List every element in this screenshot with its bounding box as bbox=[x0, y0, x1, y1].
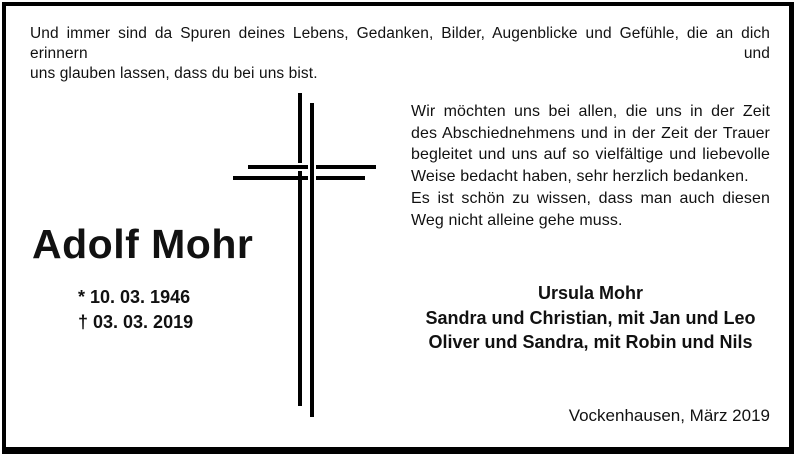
cross-vertical-back-bar bbox=[298, 93, 302, 406]
thank-you-line-4: Weise bedacht haben, sehr herzlich bedanken. bbox=[411, 168, 749, 186]
thank-you-line-3: begleitet und uns auf so vielfältige und liebevolle bbox=[411, 146, 770, 164]
opening-verse-line-1: Und immer sind da Spuren deines Lebens, Gedanken, Bilder, Augenblicke und Gefühle, die an dich erinnern und bbox=[30, 25, 770, 62]
deceased-name: Adolf Mohr bbox=[32, 221, 254, 267]
thank-you-line-5: Es ist schön zu wissen, dass man auch diesen bbox=[411, 189, 770, 207]
family-name-line-1: Ursula Mohr bbox=[537, 283, 643, 303]
life-dates bbox=[78, 285, 193, 334]
family-name-line-3: Oliver und Sandra, mit Robin und Nils bbox=[428, 332, 753, 352]
place-and-date: Vockenhausen, März 2019 bbox=[568, 406, 770, 425]
thank-you-line-2: des Abschiednehmens und in der Zeit der Trauer bbox=[411, 124, 770, 142]
opening-verse-line-2: uns glauben lassen, dass du bei uns bist. bbox=[30, 65, 318, 82]
cross-vertical-front-bar bbox=[308, 101, 316, 419]
death-date: † 03. 03. 2019 bbox=[78, 311, 194, 332]
family-name-line-2: Sandra und Christian, mit Jan und Leo bbox=[425, 307, 756, 328]
thank-you-line-1: Wir möchten uns bei allen, die uns in der Zeit bbox=[411, 103, 770, 120]
thank-you-line-6: Weg nicht alleine gehe muss. bbox=[411, 211, 623, 229]
opening-verse bbox=[30, 24, 770, 84]
birth-date: * 10. 03. 1946 bbox=[78, 287, 191, 307]
mourning-family-names bbox=[411, 281, 770, 355]
thank-you-text bbox=[411, 101, 770, 231]
